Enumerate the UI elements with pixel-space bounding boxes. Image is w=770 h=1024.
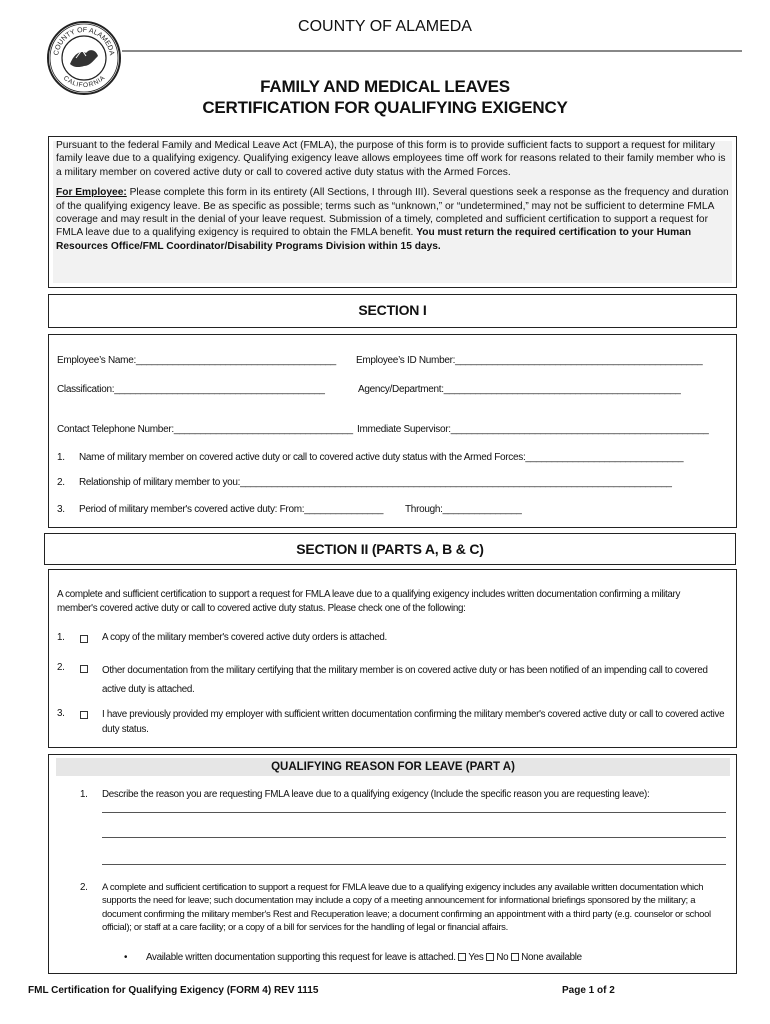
employee-name-field[interactable]: Employee’s Name:______________________________________ xyxy=(57,355,336,366)
option-2-checkbox[interactable] xyxy=(80,665,88,673)
footer-page-number: Page 1 of 2 xyxy=(562,985,615,996)
section-2-title: SECTION II (PARTS A, B & C) xyxy=(296,541,484,557)
q1-number: 1. xyxy=(57,452,65,463)
no-label: No xyxy=(496,952,509,963)
option-3-number: 3. xyxy=(57,708,65,719)
none-available-label: None available xyxy=(521,952,582,963)
svg-text:CALIFORNIA xyxy=(62,74,107,89)
agency-field[interactable]: Agency/Department:_____________________________________________ xyxy=(358,384,681,395)
section-1-fields xyxy=(48,334,737,528)
contact-phone-field[interactable]: Contact Telephone Number:__________________________________ xyxy=(57,424,353,435)
q2-number: 2. xyxy=(57,477,65,488)
option-1-text: A copy of the military member's covered active duty orders is attached. xyxy=(102,632,387,643)
section-2-box xyxy=(48,569,737,748)
military-member-name-field[interactable]: Name of military member on covered active duty or call to covered active duty status with the Armed Forces:______________________________ xyxy=(79,452,684,463)
section-1-header xyxy=(48,294,737,328)
county-seal xyxy=(46,20,122,96)
active-duty-from-field[interactable]: Period of military member's covered active duty: From:_______________ xyxy=(79,504,384,515)
part-a-q1-text: Describe the reason you are requesting FMLA leave due to a qualifying exigency (Include the specific reason you are requesting leave): xyxy=(102,789,650,800)
part-a-q2-number: 2. xyxy=(80,882,88,893)
return-deadline-note: You must return the required certification to your Human Resources Office/FML Coordinator/Disability Programs Division within 15 days. xyxy=(56,227,692,252)
reason-line-1[interactable] xyxy=(102,812,726,813)
yes-checkbox[interactable] xyxy=(458,953,466,961)
option-2-text: Other documentation from the military certifying that the military member is on covered active duty or has been notified of an impending call to covered active duty is attached. xyxy=(102,665,708,695)
section-2-intro: A complete and sufficient certification to support a request for FMLA leave due to a qualifying exigency includes written documentation confirming a military member's covered active duty or call to covered active duty status. Please check one of the following: xyxy=(57,589,681,614)
employee-instructions-text: Please complete this form in its entirety (All Sections, I through III). Several questions seek a response as the frequency and duration of the qualifying exigency leave. Be as specific as possible; terms such as “unknown,” or “undetermined,” may not be sufficient to determine FMLA coverage and may result in the denial of your leave request. Submission of a timely, completed and sufficient certification to support a request for FMLA leave due to a qualifying exigency is required to obtain the FMLA benefit. xyxy=(56,187,729,239)
part-a-title: QUALIFYING REASON FOR LEAVE (PART A) xyxy=(56,758,730,776)
county-name: COUNTY OF ALAMEDA xyxy=(298,18,472,35)
bullet-icon: • xyxy=(124,952,128,963)
title-line-1: FAMILY AND MEDICAL LEAVES xyxy=(260,77,510,96)
seal-text-top: COUNTY OF ALAMEDA xyxy=(53,26,115,57)
q3-number: 3. xyxy=(57,504,65,515)
documentation-question-text: Available written documentation supporting this request for leave is attached. xyxy=(146,952,456,963)
option-1-checkbox[interactable] xyxy=(80,635,88,643)
reason-line-3[interactable] xyxy=(102,864,726,865)
form-title xyxy=(120,76,650,118)
seal-text-bottom: CALIFORNIA xyxy=(61,74,107,90)
option-3-text: I have previously provided my employer with sufficient written documentation confirming the military member's covered active duty or call to covered active duty status. xyxy=(102,709,725,735)
classification-field[interactable]: Classification:________________________________________ xyxy=(57,384,325,395)
footer-form-id: FML Certification for Qualifying Exigency (FORM 4) REV 1115 xyxy=(28,985,319,996)
relationship-field[interactable]: Relationship of military member to you:__________________________________________________________________________________ xyxy=(79,477,672,488)
intro-box xyxy=(48,136,737,288)
part-a-q2-text: A complete and sufficient certification to support a request for FMLA leave due to a qualifying exigency includes any available written documentation which supports the need for leave; such documentation may include a copy of a meeting announcement for informational briefings sponsored by the military; a document confirming the military member's Rest and Recuperation leave; a document confirming an appointment with a third party (e.g. counselor or school official); or staff at a care facility; or a copy of a bill for services for the handling of legal or financial affairs. xyxy=(102,882,711,934)
for-employee-label: For Employee: xyxy=(56,187,127,199)
section-1-title: SECTION I xyxy=(358,302,427,318)
no-checkbox[interactable] xyxy=(486,953,494,961)
none-available-checkbox[interactable] xyxy=(511,953,519,961)
option-1-number: 1. xyxy=(57,632,65,643)
header-rule xyxy=(122,50,742,52)
supervisor-field[interactable]: Immediate Supervisor:_________________________________________________ xyxy=(357,424,709,435)
reason-line-2[interactable] xyxy=(102,837,726,838)
employee-instructions xyxy=(49,186,736,253)
yes-label: Yes xyxy=(468,952,484,963)
title-line-2: CERTIFICATION FOR QUALIFYING EXIGENCY xyxy=(202,98,568,117)
intro-paragraph: Pursuant to the federal Family and Medical Leave Act (FMLA), the purpose of this form is to provide sufficient facts to support a request for military family leave due to a qualifying exigency. Qualifying exigency leave allows employees time off work for reasons related to their family member who is a military member on covered active duty or call to covered active duty status with the Armed Forces. xyxy=(56,140,726,178)
option-3-checkbox[interactable] xyxy=(80,711,88,719)
employee-id-field[interactable]: Employee’s ID Number:_______________________________________________ xyxy=(356,355,703,366)
option-2-number: 2. xyxy=(57,662,65,673)
section-2-header xyxy=(44,533,736,565)
part-a-q1-number: 1. xyxy=(80,789,88,800)
documentation-question xyxy=(146,951,582,965)
active-duty-through-field[interactable]: Through:_______________ xyxy=(405,504,522,515)
